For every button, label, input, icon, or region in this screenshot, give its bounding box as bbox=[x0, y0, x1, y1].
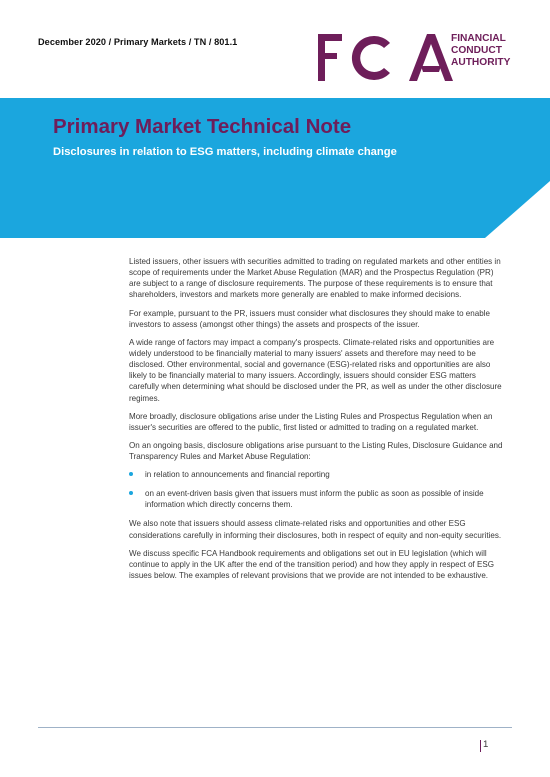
paragraph: On an ongoing basis, disclosure obligations arise pursuant to the Listing Rules, Disclosure Guidance and Transparency Rules and Market Abuse Regulation: bbox=[129, 440, 503, 461]
page-title: Primary Market Technical Note bbox=[53, 115, 352, 138]
logo-letter-c bbox=[352, 36, 390, 80]
document-reference: December 2020 / Primary Markets / TN / 801.1 bbox=[38, 37, 238, 47]
bullet-icon bbox=[129, 472, 133, 476]
list-item-text: in relation to announcements and financial reporting bbox=[145, 469, 330, 479]
paragraph: Listed issuers, other issuers with securities admitted to trading on regulated markets and other entities in scope of requirements under the Market Abuse Regulation (MAR) and the Prospectus Regulation (PR) are subject to a range of disclosure requirements. The purpose of these requirements is to ensure that shareholders, investors and markets more generally are enabled to make informed decisions. bbox=[129, 257, 501, 300]
fca-wordmark: FINANCIAL CONDUCT AUTHORITY bbox=[451, 33, 511, 69]
page-number: 1 bbox=[483, 739, 489, 750]
bullet-list bbox=[129, 469, 504, 510]
paragraph: More broadly, disclosure obligations arise under the Listing Rules and Prospectus Regulation when an issuer's securities are offered to the public, first listed or admitted to trading on a regulated market. bbox=[129, 411, 493, 432]
logo-letter-a bbox=[409, 34, 453, 81]
footer-divider bbox=[38, 727, 512, 728]
bullet-icon bbox=[129, 491, 133, 495]
body-text bbox=[129, 256, 504, 588]
page-subtitle: Disclosures in relation to ESG matters, including climate change bbox=[53, 146, 397, 158]
paragraph: For example, pursuant to the PR, issuers must consider what disclosures they should make to enable investors to assess (amongst other things) the assets and prospects of the issuer. bbox=[129, 308, 490, 329]
list-item bbox=[129, 488, 504, 510]
paragraph: We discuss specific FCA Handbook requirements and obligations set out in EU legislation (which will continue to apply in the UK after the end of the transition period) and how they apply in respect of ESG issues below. The examples of relevant provisions that we provide are not intended to be exhaustive. bbox=[129, 548, 495, 580]
list-item-text: on an event-driven basis given that issuers must inform the public as soon as possible of inside information which directly concerns them. bbox=[145, 489, 484, 510]
page-number-bar bbox=[480, 740, 481, 752]
paragraph: A wide range of factors may impact a company's prospects. Climate-related risks and opportunities are widely understood to be financially material to many issuers' assets and therefore may need to be disclosed. Other environmental, social and governance (ESG)-related risks and opportunities are also likely to be financially material to many issuers. Accordingly, issuers should consider ESG matters carefully when determining what should be disclosed under the PR, as well as under the other disclosure regimes. bbox=[129, 337, 502, 403]
paragraph: We also note that issuers should assess climate-related risks and opportunities and other ESG considerations carefully in informing their disclosures, both in respect of equity and non-equity securities. bbox=[129, 519, 502, 540]
list-item bbox=[129, 469, 504, 480]
